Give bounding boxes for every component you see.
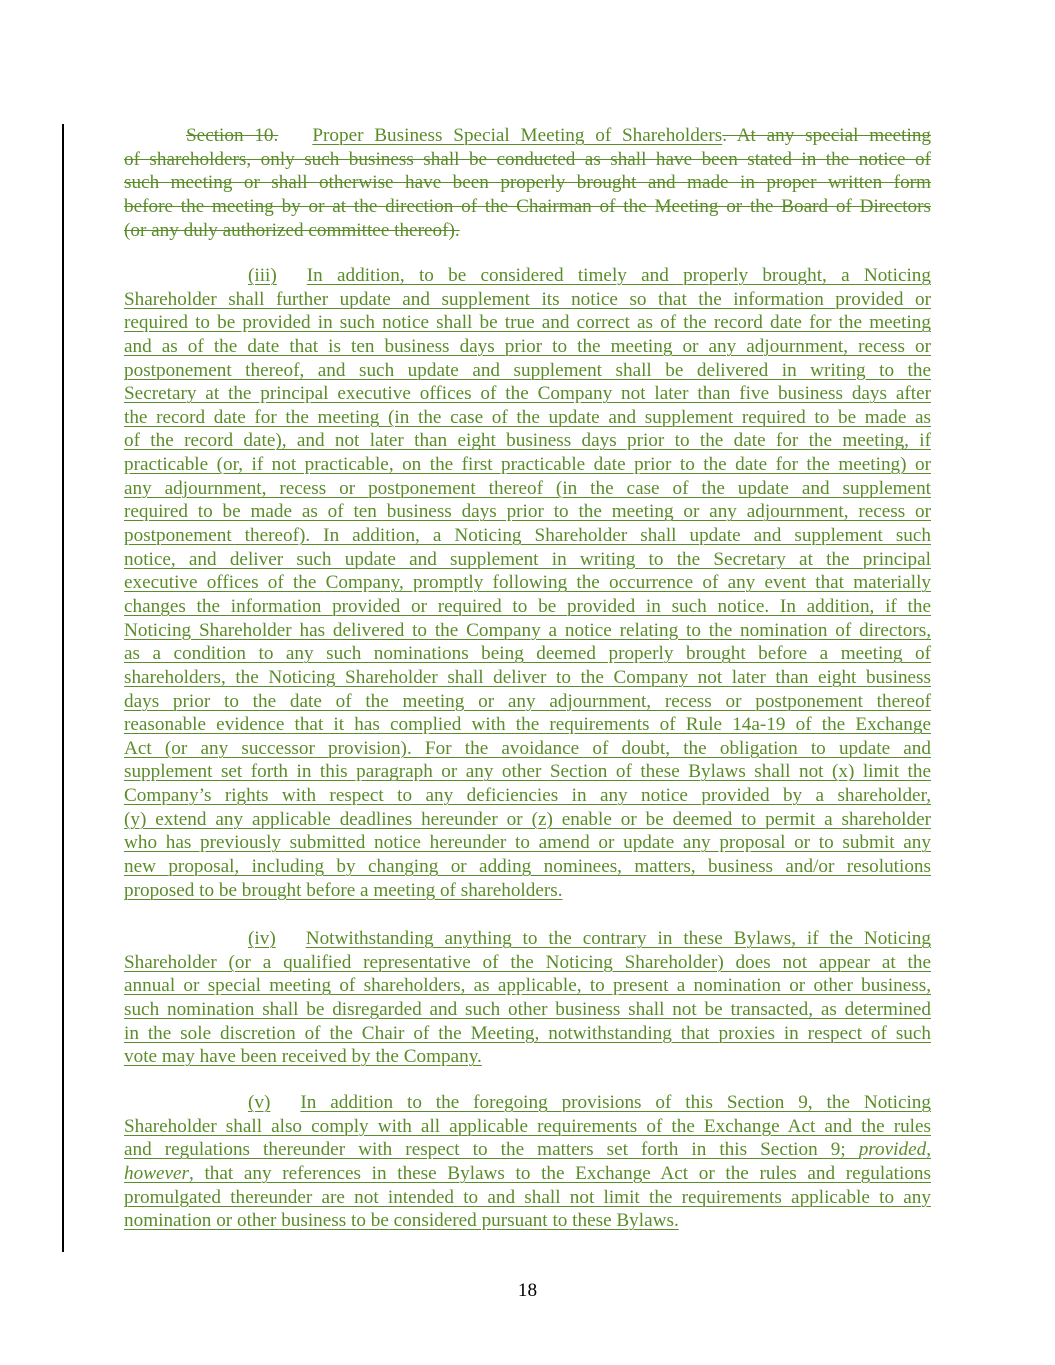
text-line: (iv) Notwithstanding anything to the contrary in these Bylaws, if the Noticing bbox=[248, 928, 931, 949]
text-line: as a condition to any such nominations being deemed properly brought before a meeting of bbox=[124, 643, 931, 665]
text-line: nomination or other business to be considered pursuant to these Bylaws. bbox=[124, 1210, 679, 1232]
text-line: (v) In addition to the foregoing provisions of this Section 9, the Noticing bbox=[248, 1092, 931, 1113]
text-line: notice, and deliver such update and supplement in writing to the Secretary at the principal bbox=[124, 548, 931, 570]
text-line: required to be provided in such notice shall be true and correct as of the record date for the meeting bbox=[124, 312, 931, 334]
text-line: any adjournment, recess or postponement thereof (in the case of the update and supplement bbox=[124, 477, 931, 499]
text-line: Section 10. Proper Business Special Meeting of Shareholders. At any special meeting bbox=[186, 125, 931, 146]
italic-provided: provided bbox=[858, 1139, 927, 1161]
text-line: promulgated thereunder are not intended to and shall not limit the requirements applicable to any bbox=[124, 1186, 931, 1208]
text-line: Secretary at the principal executive offices of the Company not later than five business days after bbox=[124, 383, 931, 405]
paragraph-iv-inserted bbox=[124, 927, 931, 1069]
text-line: Noticing Shareholder has delivered to the Company a notice relating to the nomination of directors, bbox=[124, 619, 931, 641]
text-line: such nomination shall be disregarded and such other business shall not be transacted, as determined bbox=[124, 998, 931, 1020]
text-line: the record date for the meeting (in the case of the update and supplement required to be made as bbox=[124, 406, 931, 428]
paragraph-label: (iii) bbox=[248, 265, 277, 286]
text-line: of shareholders, only such business shall be conducted as shall have been stated in the notice of bbox=[124, 148, 931, 170]
change-bar bbox=[62, 124, 64, 1252]
text-line: days prior to the date of the meeting or any adjournment, recess or postponement thereof bbox=[124, 690, 931, 712]
text-line: postponement thereof, and such update and supplement shall be delivered in writing to the bbox=[124, 359, 931, 381]
paragraph-label: (iv) bbox=[248, 928, 276, 949]
text-line: Shareholder shall further update and supplement its notice so that the information provided or bbox=[124, 288, 931, 310]
text-line: proposed to be brought before a meeting of shareholders. bbox=[124, 879, 563, 901]
text-line: postponement thereof). In addition, a Noticing Shareholder shall update and supplement such bbox=[124, 525, 931, 547]
text-line: who has previously submitted notice hereunder to amend or update any proposal or to submit any bbox=[124, 832, 931, 854]
section-number: Section 10. bbox=[186, 125, 279, 146]
text-line: (or any duly authorized committee thereof). bbox=[124, 219, 460, 241]
text-line: of the record date), and not later than eight business days prior to the date for the meeting, if bbox=[124, 430, 931, 452]
text-line: Act (or any successor provision). For the avoidance of doubt, the obligation to update and bbox=[124, 737, 931, 759]
text-line: new proposal, including by changing or adding nominees, matters, business and/or resolutions bbox=[124, 856, 931, 878]
paragraph-label: (v) bbox=[248, 1092, 271, 1113]
paragraph-iii-inserted bbox=[124, 264, 931, 902]
text-line: Shareholder (or a qualified representative of the Noticing Shareholder) does not appear at the bbox=[124, 951, 931, 973]
text-line: supplement set forth in this paragraph or any other Section of these Bylaws shall not (x) limit the bbox=[124, 761, 931, 783]
text-line: and regulations thereunder with respect to the matters set forth in this Section 9; provided, bbox=[124, 1139, 931, 1161]
page-number: 18 bbox=[517, 1280, 538, 1301]
text-line: practicable (or, if not practicable, on the first practicable date prior to the date for the meeting) or bbox=[124, 454, 931, 476]
italic-however: however bbox=[124, 1162, 190, 1184]
text-line: executive offices of the Company, promptly following the occurrence of any event that materially bbox=[124, 572, 931, 594]
text-line: changes the information provided or required to be provided in such notice. In addition, if the bbox=[124, 595, 931, 617]
text-line: before the meeting by or at the direction of the Chairman of the Meeting or the Board of Directors bbox=[124, 195, 931, 217]
text-line: reasonable evidence that it has complied with the requirements of Rule 14a-19 of the Exchange bbox=[124, 714, 931, 736]
text-line: in the sole discretion of the Chair of the Meeting, notwithstanding that proxies in respect of such bbox=[124, 1022, 931, 1044]
text-line: and as of the date that is ten business days prior to the meeting or any adjournment, recess or bbox=[124, 335, 931, 357]
text-line: such meeting or shall otherwise have been properly brought and made in proper written form bbox=[124, 172, 931, 194]
text-line: Company’s rights with respect to any deficiencies in any notice provided by a shareholder, bbox=[124, 785, 931, 807]
text-line: however, that any references in these Bylaws to the Exchange Act or the rules and regulations bbox=[124, 1162, 931, 1184]
section-10-paragraph-deleted bbox=[124, 124, 931, 242]
text-line: annual or special meeting of shareholders, as applicable, to present a nomination or other business, bbox=[124, 975, 931, 997]
paragraph-v-inserted bbox=[124, 1091, 931, 1233]
text-line: required to be made as of ten business days prior to the meeting or any adjournment, recess or bbox=[124, 501, 931, 523]
text-line: shareholders, the Noticing Shareholder shall deliver to the Company not later than eight business bbox=[124, 666, 931, 688]
text-line: vote may have been received by the Company. bbox=[124, 1046, 482, 1068]
section-title: Proper Business Special Meeting of Shareholders bbox=[312, 125, 723, 146]
text-line: Shareholder shall also comply with all applicable requirements of the Exchange Act and the rules bbox=[124, 1115, 931, 1137]
text-line: (iii) In addition, to be considered timely and properly brought, a Noticing bbox=[248, 265, 931, 286]
text-line: (y) extend any applicable deadlines hereunder or (z) enable or be deemed to permit a shareholder bbox=[124, 808, 931, 830]
